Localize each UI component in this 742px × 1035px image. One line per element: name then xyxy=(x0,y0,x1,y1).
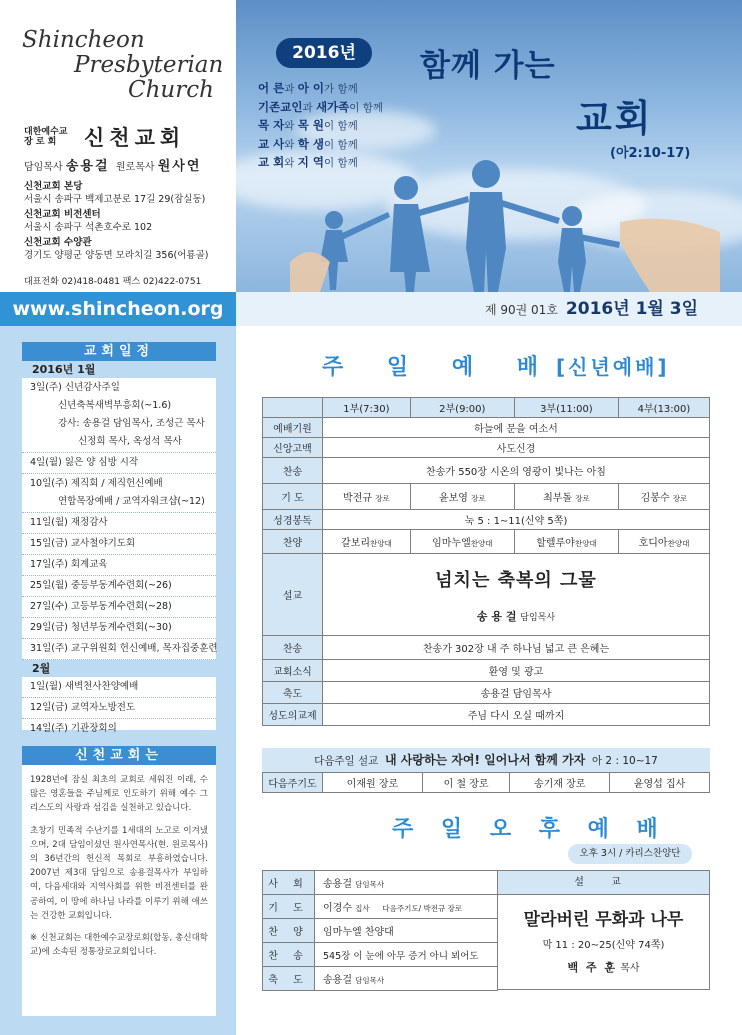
row-label: 성경봉독 xyxy=(263,510,323,530)
theme-title-line2: 교회 xyxy=(576,97,654,140)
benediction: 송용걸 담임목사 xyxy=(315,967,498,991)
calendar-item: 15일(금) 교사철야기도회 xyxy=(22,534,216,555)
service-header: 4부(13:00) xyxy=(618,398,709,418)
prayer-leader: 김봉수 장로 xyxy=(618,484,709,510)
calendar-month-feb: 2월 xyxy=(22,660,216,677)
row-label: 축 도 xyxy=(263,967,315,991)
calendar-item: 29일(금) 청년부동계수련회(~30) xyxy=(22,618,216,639)
choir: 임마누엘찬양대 xyxy=(410,530,514,554)
sunday-service-table xyxy=(262,397,710,726)
phone-fax: 대표전화 02)418-0481 팩스 02)422-0751 xyxy=(24,277,202,287)
row-label: 교회소식 xyxy=(263,660,323,682)
calendar-item: 14일(주) 기관장회의 xyxy=(30,723,117,734)
calendar-item: 1일(월) 새벽천사찬양예배 xyxy=(22,677,216,698)
fellowship-song: 주님 다시 오실 때까지 xyxy=(323,704,710,726)
calendar-item: 10일(주) 제직회 / 제직헌신예배 연합목장예배 / 교역자워크샵(~12) xyxy=(22,474,216,513)
theme-verse: (아2:10-17) xyxy=(610,146,691,161)
row-label: 찬 송 xyxy=(263,943,315,967)
row-label: 축도 xyxy=(263,682,323,704)
afternoon-service-title: 주 일 오 후 예 배 xyxy=(392,817,668,842)
year-badge: 2016년 xyxy=(276,38,372,68)
row-label: 다음주기도 xyxy=(263,773,323,793)
row-label: 설교 xyxy=(263,554,323,636)
closing-hymn: 찬송가 302장 내 주 하나님 넓고 큰 은혜는 xyxy=(323,636,710,660)
row-label: 성도의교제 xyxy=(263,704,323,726)
next-week-prayers xyxy=(262,772,710,793)
afternoon-preacher: 백 주 훈 목사 xyxy=(567,961,640,974)
church-name: 신천교회 xyxy=(84,126,186,150)
calendar-item: 27일(수) 고등부동계수련회(~28) xyxy=(22,597,216,618)
about-note: ※ 신천교회는 대한예수교장로회(합동, 총신대학교)에 소속된 정통장로교회입니다. xyxy=(30,933,208,958)
row-label: 예배기원 xyxy=(263,418,323,438)
prayer: 이경수 집사 다음주기도/ 박전규 장로 xyxy=(315,895,498,919)
next-prayer: 윤영섭 집사 xyxy=(610,773,710,793)
choir: 할렐루야찬양대 xyxy=(514,530,618,554)
scripture-reading: 눅 5 : 1∼11(신약 5쪽) xyxy=(323,510,710,530)
choir: 갈보리찬양대 xyxy=(323,530,411,554)
presider: 송용걸 담임목사 xyxy=(315,871,498,895)
row-label: 신앙고백 xyxy=(263,438,323,458)
next-prayer: 이재원 장로 xyxy=(323,773,423,793)
calendar-item: 31일(주) 교구위원회 헌신예배, 목자집중훈련 xyxy=(22,639,216,660)
row-label: 찬송 xyxy=(263,458,323,484)
theme-title-line1: 함께 가는 xyxy=(420,48,556,84)
issue-date: 2016년 1월 3일 xyxy=(565,299,698,319)
prayer-leader: 최부돌 장로 xyxy=(514,484,618,510)
calendar-item: 11일(월) 재정감사 xyxy=(22,513,216,534)
row-label: 찬 양 xyxy=(263,919,315,943)
denomination: 대한예수교 장 로 회 xyxy=(24,127,68,147)
prayer-leader: 윤보영 장로 xyxy=(410,484,514,510)
service-header: 3부(11:00) xyxy=(514,398,618,418)
row-label: 기 도 xyxy=(263,484,323,510)
row-label: 사 회 xyxy=(263,871,315,895)
theme-pairs: 어 른과 아 이가 함께 기존교인과 새가족이 함께 목 자와 목 원이 함께 교 사와 학 생이 함께 교 회와 지 역이 함께 xyxy=(258,81,384,169)
afternoon-time: 오후 3시 / 카리스찬양단 xyxy=(568,844,692,864)
hymn: 545장 이 눈에 아무 증거 아니 뵈어도 xyxy=(315,943,498,967)
family-silhouette-illustration xyxy=(290,152,720,292)
theme-banner xyxy=(236,0,742,292)
choir: 호디아찬양대 xyxy=(618,530,709,554)
calendar-item: 12일(금) 교역자노방전도 xyxy=(22,698,216,719)
opening-hymn: 찬송가 550장 시온의 영광이 빛나는 아침 xyxy=(323,458,710,484)
location-vision-center: 신천교회 비전센터 서울시 송파구 석촌호수로 102 xyxy=(24,209,153,233)
masthead xyxy=(0,0,236,292)
location-main: 신천교회 본당 서울시 송파구 백제고분로 17길 29(잠실동) xyxy=(24,181,206,205)
location-retreat: 신천교회 수양관 경기도 양평군 양동면 모라치길 356(어룡골) xyxy=(24,237,209,261)
calendar-item: 3일(주) 신년감사주일 신년축복새벽부흥회(~1.6) 강사: 송용걸 담임목사, 조성근 목사 신정희 목사, 옥성석 목사 xyxy=(22,378,216,453)
next-week-sermon: 다음주일 설교 내 사랑하는 자여! 일어나서 함께 가자 아 2 : 10∼17 xyxy=(262,748,710,772)
sunday-service-title: 주 일 예 배[신년예배] xyxy=(322,355,670,380)
calendar-title: 교회일정 xyxy=(22,342,216,361)
calendar-month-jan: 2016년 1월 xyxy=(22,361,216,378)
about-church xyxy=(22,746,216,1016)
benediction: 송용걸 담임목사 xyxy=(323,682,710,704)
afternoon-service-table xyxy=(262,870,498,991)
issue-info xyxy=(236,292,742,326)
sermon-title: 넘치는 축복의 그물 xyxy=(435,569,597,591)
calendar-item: 4일(월) 잃은 양 심방 시작 xyxy=(22,453,216,474)
sermon-label: 설 교 xyxy=(498,871,709,895)
next-prayer: 송기재 장로 xyxy=(510,773,610,793)
church-calendar xyxy=(22,342,218,734)
pastors: 담임목사 송용걸 원로목사 원사연 xyxy=(24,159,202,174)
prayer-leader: 박전규 장로 xyxy=(323,484,411,510)
sermon xyxy=(323,554,710,636)
issue-volume: 제 90권 01호 xyxy=(484,303,558,317)
row-label: 찬송 xyxy=(263,636,323,660)
sidebar xyxy=(0,326,236,1035)
service-header: 2부(9:00) xyxy=(410,398,514,418)
row-label: 기 도 xyxy=(263,895,315,919)
service-header: 1부(7:30) xyxy=(323,398,411,418)
afternoon-sermon-title: 말라버린 무화과 나무 xyxy=(523,910,684,930)
church-logo: Shincheon Presbyterian Church xyxy=(22,27,224,103)
calendar-item: 17일(주) 회계교육 xyxy=(22,555,216,576)
about-paragraph: 초창기 민족적 수난기를 1세대의 노고로 이겨냈으며, 2대 담임이셨던 원사연목사(현. 원로목사)의 36년간의 헌신적 목회로 부흥하였습니다. 2007년 제3대 담임으로 송용걸목사가 부임하여, 다음세대와 지역사회를 위한 비전센터를 완공하여, 이 땅에 하나님 나라를 이루기 위해 애쓰는 건강한 교회입니다. xyxy=(30,825,208,921)
creed: 사도신경 xyxy=(323,438,710,458)
afternoon-sermon xyxy=(498,870,710,990)
about-paragraph: 1928년에 잠실 최초의 교회로 세워진 이래, 수많은 영혼들을 주님께로 인도하기 위해 예수 그리스도의 사랑과 섬김을 실천하고 있습니다. xyxy=(30,775,208,814)
row-label: 찬양 xyxy=(263,530,323,554)
praise: 임마누엘 찬양대 xyxy=(315,919,498,943)
calendar-item: 25일(월) 중등부동계수련회(~26) xyxy=(22,576,216,597)
about-title: 신천교회는 xyxy=(22,746,216,765)
church-news: 환영 및 광고 xyxy=(323,660,710,682)
sermon-preacher: 송 용 걸 담임목사 xyxy=(476,609,556,623)
afternoon-sermon-verse: 막 11 : 20∼25(신약 74쪽) xyxy=(542,940,665,951)
website-link[interactable]: www.shincheon.org xyxy=(0,292,236,326)
call-to-worship: 하늘에 문을 여소서 xyxy=(323,418,710,438)
church-identity xyxy=(24,122,234,174)
next-prayer: 이 철 장로 xyxy=(422,773,509,793)
